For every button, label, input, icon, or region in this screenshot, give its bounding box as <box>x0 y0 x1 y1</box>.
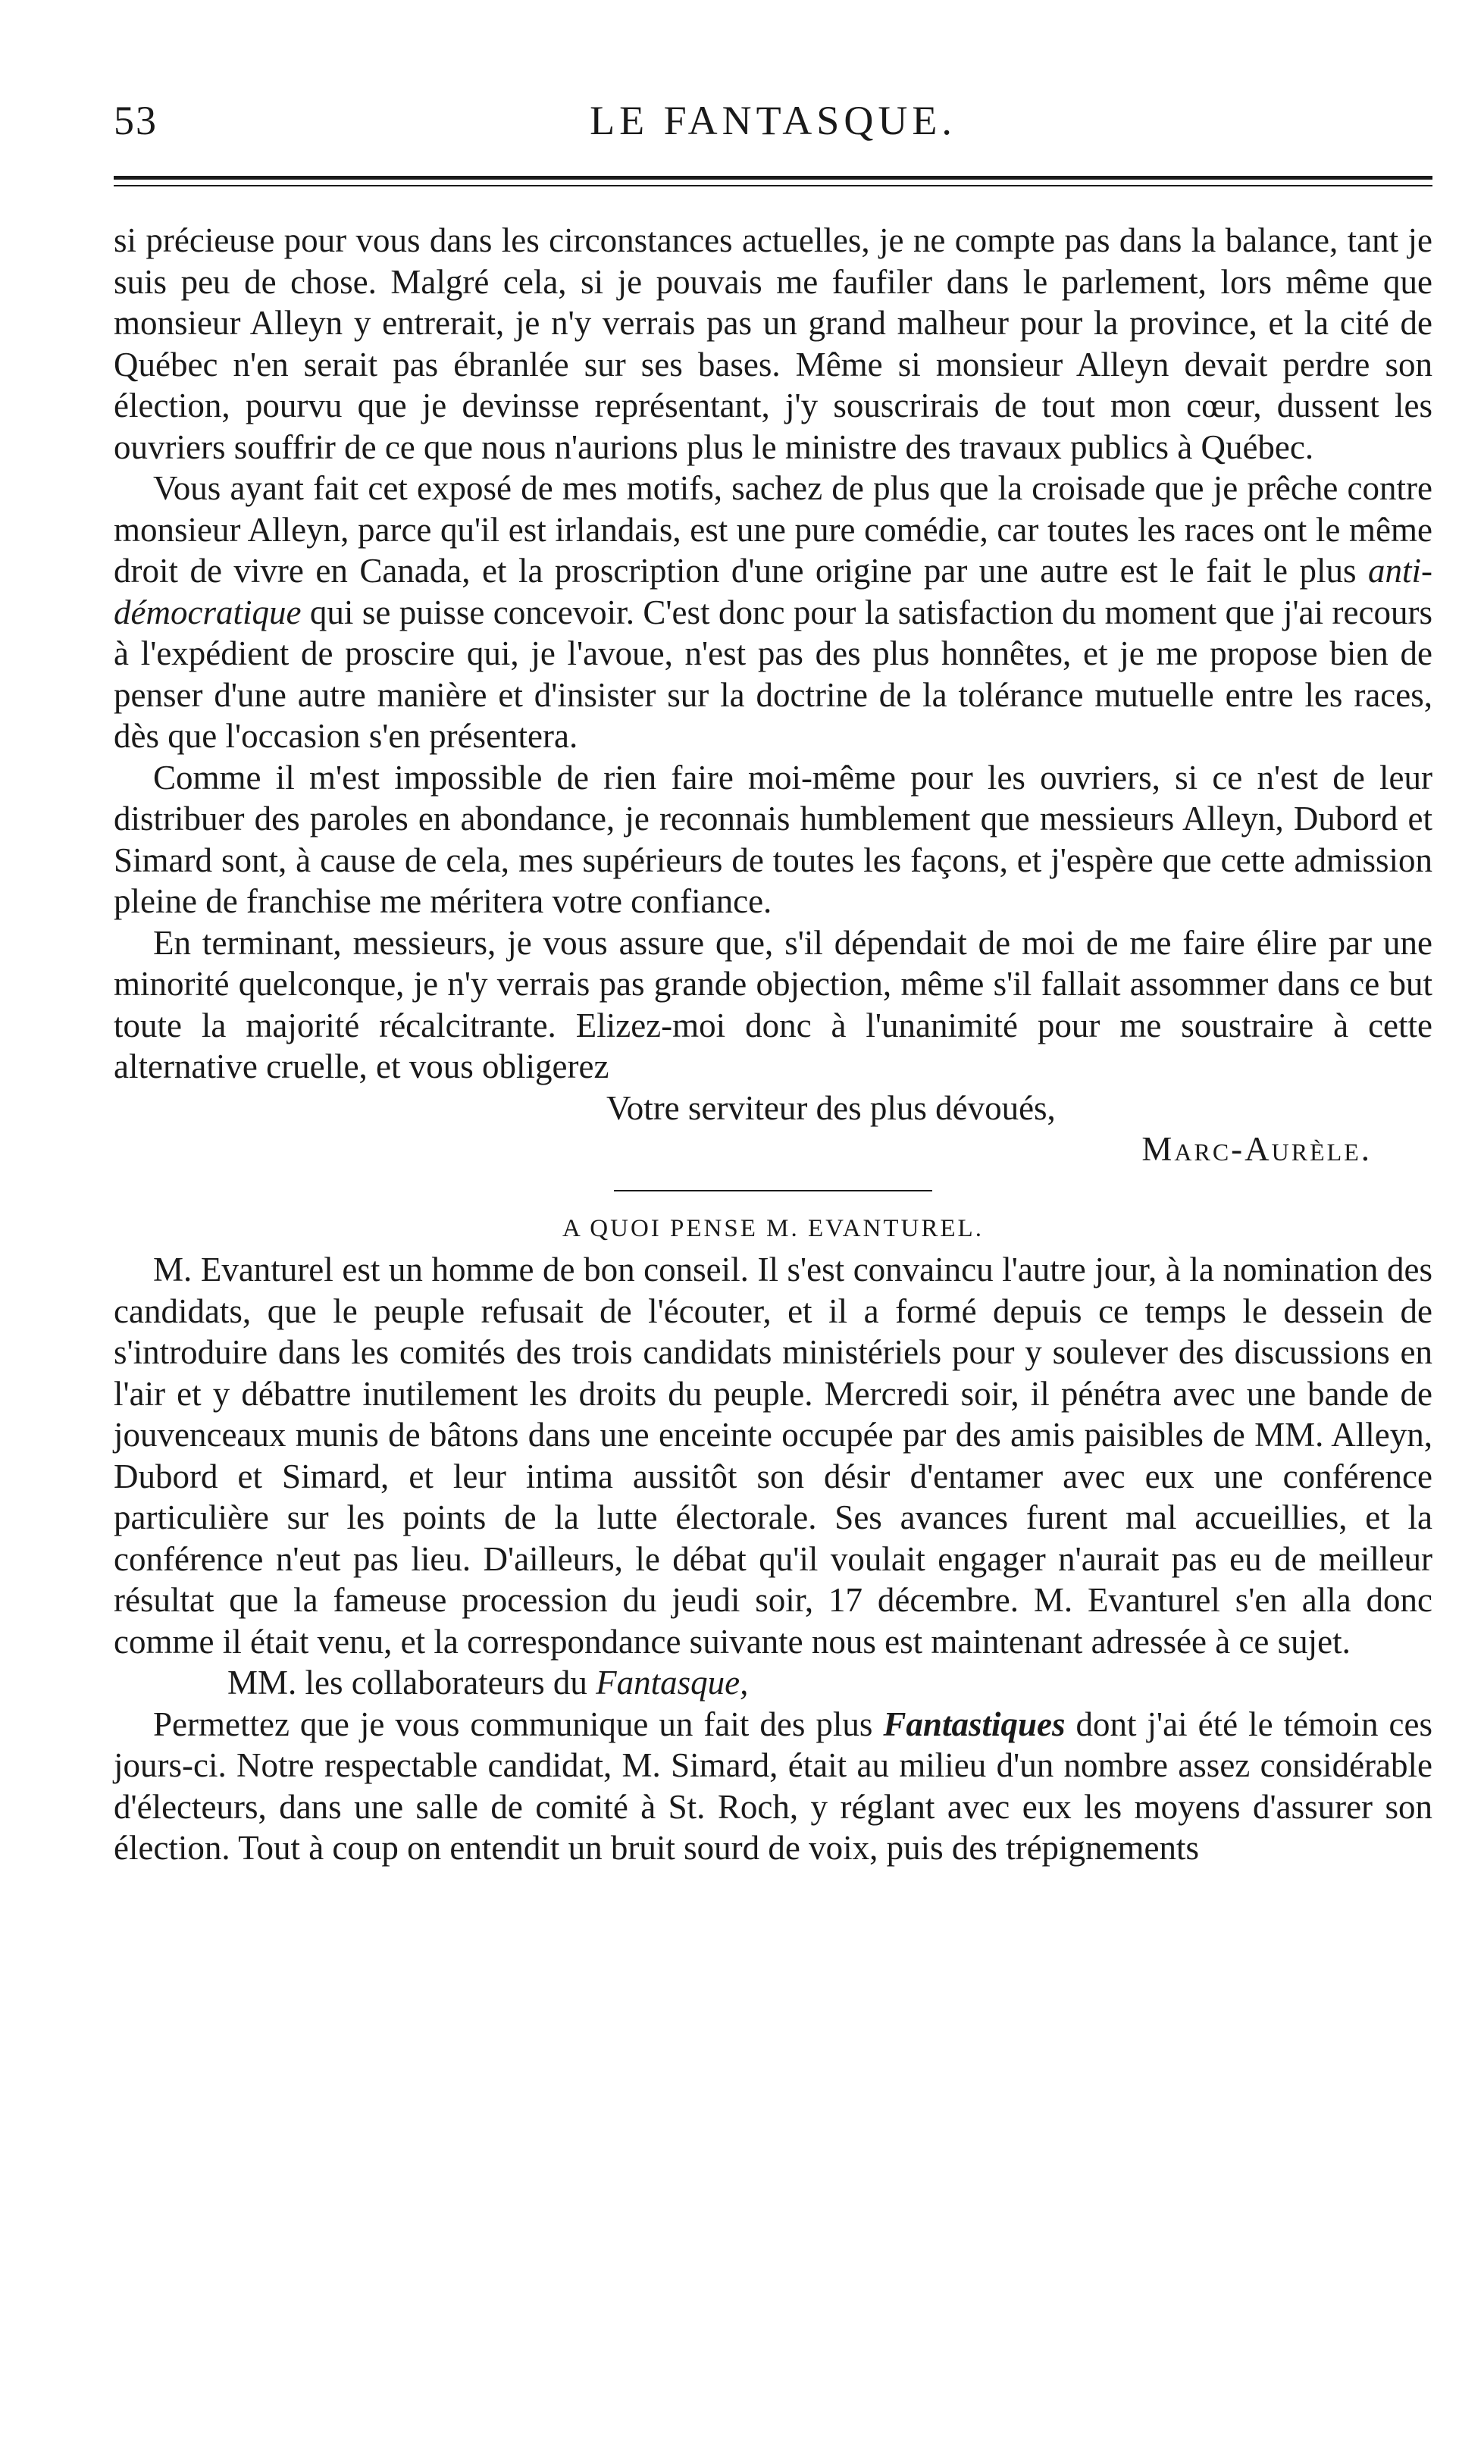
letter-signature: Marc-Aurèle. <box>1141 1130 1372 1168</box>
section-divider <box>614 1190 932 1191</box>
letter-paragraph-1: si précieuse pour vous dans les circonstances actuelles, je ne compte pas dans la balance, tant je suis peu de chose. Malgré cela, si je pouvais me faufiler dans le parlement, lors même que monsieur Alleyn y entrerait, je n'y verrais pas un grand malheur pour la province, et la cité de Québec n'en serait pas ébranlée sur ses bases. Même si monsieur Alleyn devait perdre son élection, pourvu que je devinsse représentant, j'y souscrirais de tout mon cœur, dussent les ouvriers souffrir de ce que nous n'aurions plus le ministre des travaux publics à Québec. <box>114 221 1432 466</box>
article-salutation-italic: Fantasque, <box>596 1664 749 1702</box>
page-header <box>114 97 1432 150</box>
letter-closing: Votre serviteur des plus dévoués, <box>606 1088 1056 1127</box>
page-body <box>114 220 1432 1869</box>
article-paragraph-2-italic: Fantastiques <box>883 1705 1066 1743</box>
header-rule <box>114 176 1432 186</box>
letter-paragraph-4: En terminant, messieurs, je vous assure que, s'il dépendait de moi de me faire élire par une minorité quelconque, je n'y verrais pas grande objection, même s'il fallait assommer dans ce but toute la majorité récalcitrante. Elizez-moi donc à l'unanimité pour me soustraire à cette alternative cruelle, et vous obligerez <box>114 923 1432 1085</box>
page-number: 53 <box>114 98 158 143</box>
newspaper-page <box>114 0 1432 2464</box>
article-paragraph-2-text-b: dont j'ai été le témoin ces jours-ci. Notre respectable candidat, M. Simard, était au milieu d'un nombre assez considérable d'électeurs, dans une salle de comité à St. Roch, y réglant avec eux les moyens d'assurer son élection. Tout à coup on entendit un bruit sourd de voix, puis des trépignements <box>114 1705 1433 1867</box>
article-paragraph-1: M. Evanturel est un homme de bon conseil. Il s'est convaincu l'autre jour, à la nomination des candidats, que le peuple refusait de l'écouter, et il a formé depuis ce temps le dessein de s'introduire dans les comités des trois candidats ministériels pour y soulever des discussions en l'air et y débattre inutilement les droits du peuple. Mercredi soir, il pénétra avec une bande de jouvenceaux munis de bâtons dans une enceinte occupée par des amis paisibles de MM. Alleyn, Dubord et Simard, et leur intima aussitôt son désir d'entamer avec eux une conférence particulière sur les points de la lutte électorale. Ses avances furent mal accueillies, et la conférence n'eut pas lieu. D'ailleurs, le débat qu'il voulait engager n'aurait pas eu de meilleur résultat que la fameuse procession du jeudi soir, 17 décembre. M. Evanturel s'en alla donc comme il était venu, et la correspondance suivante nous est maintenant adressée à ce sujet. <box>114 1251 1432 1661</box>
running-title: LE FANTASQUE. <box>590 98 956 143</box>
letter-paragraph-3: Comme il m'est impossible de rien faire moi-même pour les ouvriers, si ce n'est de leur distribuer des paroles en abondance, je reconnais humblement que messieurs Alleyn, Dubord et Simard sont, à cause de cela, mes supérieurs de toutes les façons, et j'espère que cette admission pleine de franchise me méritera votre confiance. <box>114 758 1432 920</box>
letter-paragraph-2-text-a: Vous ayant fait cet exposé de mes motifs, sachez de plus que la croisade que je prêche contre monsieur Alleyn, parce qu'il est irlandais, est une pure comédie, car toutes les races ont le même droit de vivre en Canada, et la proscription d'une origine par une autre est le fait le plus <box>114 469 1432 590</box>
letter-paragraph-2 <box>114 468 1432 757</box>
article-salutation <box>114 1662 1432 1704</box>
article-paragraph-2 <box>114 1704 1432 1869</box>
article-salutation-text: MM. les collaborateurs du <box>227 1664 596 1702</box>
article-title: A QUOI PENSE M. EVANTUREL. <box>562 1214 984 1242</box>
letter-paragraph-2-text-b: qui se puisse concevoir. C'est donc pour la satisfaction du moment que j'ai recours à l'expédient de proscire qui, je l'avoue, n'est pas des plus honnêtes, et je me propose bien de penser d'une autre manière et d'insister sur la doctrine de la tolérance mutuelle entre les races, dès que l'occasion s'en présentera. <box>114 593 1432 755</box>
letter-paragraph-2-italic: anti-démocratique <box>114 552 1432 631</box>
article-paragraph-2-text-a: Permettez que je vous communique un fait des plus <box>153 1705 884 1743</box>
